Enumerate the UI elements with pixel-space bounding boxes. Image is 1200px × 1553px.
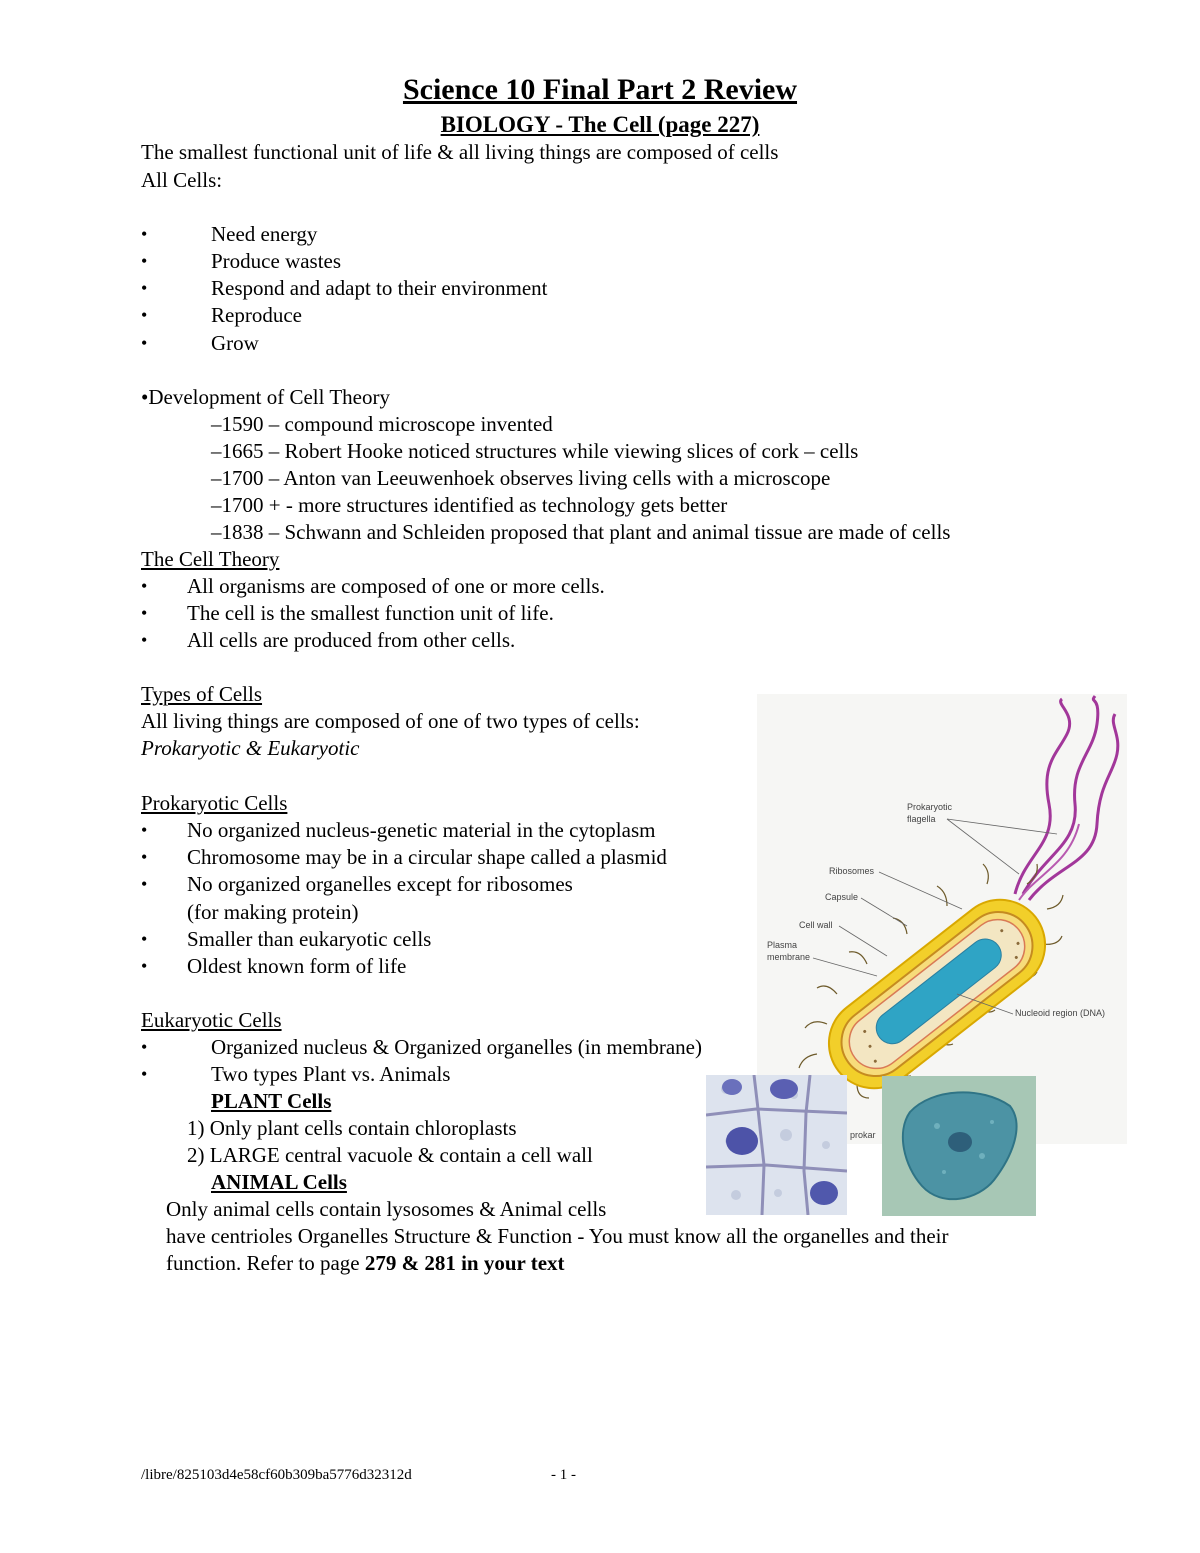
list-item: Produce wastes xyxy=(211,249,342,273)
bullet: • xyxy=(141,251,148,271)
list-item: Chromosome may be in a circular shape called a plasmid xyxy=(187,845,667,869)
label-cell-wall: Cell wall xyxy=(799,920,833,930)
animal-line-text: function. Refer to page xyxy=(166,1251,365,1275)
label-plasma-2: membrane xyxy=(767,952,811,962)
timeline-item: –1700 – Anton van Leeuwenhoek observes living cells with a microscope xyxy=(211,466,831,490)
list-item: The cell is the smallest function unit of life. xyxy=(187,601,554,625)
list-item: All cells are produced from other cells. xyxy=(187,628,516,652)
list-item: No organized organelles except for ribosomes xyxy=(187,872,573,896)
bullet: • xyxy=(141,1064,148,1084)
page-title: Science 10 Final Part 2 Review xyxy=(402,73,798,106)
footer-page-number: - 1 - xyxy=(551,1467,576,1483)
plant-cell-photo-svg xyxy=(706,1075,847,1215)
list-item: Respond and adapt to their environment xyxy=(211,276,548,300)
label-prokar: prokar xyxy=(850,1130,876,1140)
bullet: • xyxy=(141,820,148,840)
label-plasma-1: Plasma xyxy=(767,940,798,950)
bullet: • xyxy=(141,333,148,353)
label-nucleoid: Nucleoid region (DNA) xyxy=(1015,1008,1106,1018)
bullet: • xyxy=(141,576,148,596)
page-refs: 279 & 281 in your text xyxy=(364,1251,565,1275)
prok-heading: Prokaryotic Cells xyxy=(141,791,288,815)
animal-heading: ANIMAL Cells xyxy=(211,1170,347,1194)
bullet: • xyxy=(141,630,148,650)
label-capsule: Capsule xyxy=(825,892,859,902)
label-flagella-2: flagella xyxy=(907,814,936,824)
list-item: Reproduce xyxy=(211,303,302,327)
timeline-item: –1665 – Robert Hooke noticed structures while viewing slices of cork – cells xyxy=(211,439,859,463)
dev-heading: •Development of Cell Theory xyxy=(141,385,390,409)
plant-heading: PLANT Cells xyxy=(211,1089,332,1113)
list-item: Oldest known form of life xyxy=(187,954,407,978)
types-line: All living things are composed of one of two types of cells: xyxy=(141,709,640,733)
label-ribosomes: Ribosomes xyxy=(829,866,875,876)
plant-item: 1) Only plant cells contain chloroplasts xyxy=(187,1116,517,1140)
theory-heading: The Cell Theory xyxy=(141,547,280,571)
label-flagella-1: Prokaryotic xyxy=(907,802,953,812)
bullet: • xyxy=(141,603,148,623)
list-item: Organized nucleus & Organized organelles (in membrane) xyxy=(211,1035,702,1059)
euk-heading: Eukaryotic Cells xyxy=(141,1008,282,1032)
intro-text: The smallest functional unit of life & all living things are composed of cells xyxy=(141,140,779,164)
list-item: No organized nucleus-genetic material in the cytoplasm xyxy=(187,818,656,842)
animal-line: have centrioles Organelles Structure & Function - You must know all the organelles and their xyxy=(166,1224,949,1248)
animal-cell-photo xyxy=(882,1076,1036,1216)
plant-item: 2) LARGE central vacuole & contain a cell wall xyxy=(187,1143,593,1167)
all-cells-label: All Cells: xyxy=(141,168,223,192)
list-item: Grow xyxy=(211,331,259,355)
timeline-item: –1838 – Schwann and Schleiden proposed that plant and animal tissue are made of cells xyxy=(211,520,951,544)
bullet: • xyxy=(141,278,148,298)
list-item: Two types Plant vs. Animals xyxy=(211,1062,451,1086)
animal-cell-photo-svg xyxy=(882,1076,1036,1216)
timeline-item: –1590 – compound microscope invented xyxy=(211,412,553,436)
plant-cell-photo xyxy=(706,1075,847,1215)
timeline-item: –1700 + - more structures identified as technology gets better xyxy=(211,493,728,517)
page-subtitle: BIOLOGY - The Cell (page 227) xyxy=(440,112,760,137)
bullet: • xyxy=(141,305,148,325)
bullet: • xyxy=(141,874,148,894)
bullet: • xyxy=(141,1037,148,1057)
types-italic: Prokaryotic & Eukaryotic xyxy=(141,736,360,760)
animal-line xyxy=(166,1250,565,1276)
animal-line: Only animal cells contain lysosomes & Animal cells xyxy=(166,1197,607,1221)
bullet: • xyxy=(141,956,148,976)
types-heading: Types of Cells xyxy=(141,682,263,706)
list-item: Need energy xyxy=(211,222,318,246)
bullet: • xyxy=(141,224,148,244)
bullet: • xyxy=(141,847,148,867)
bullet: • xyxy=(141,929,148,949)
footer-path: /libre/825103d4e58cf60b309ba5776d32312d xyxy=(141,1467,412,1483)
list-item: All organisms are composed of one or more cells. xyxy=(187,574,605,598)
list-item: Smaller than eukaryotic cells xyxy=(187,927,432,951)
list-item-continuation: (for making protein) xyxy=(187,900,359,924)
